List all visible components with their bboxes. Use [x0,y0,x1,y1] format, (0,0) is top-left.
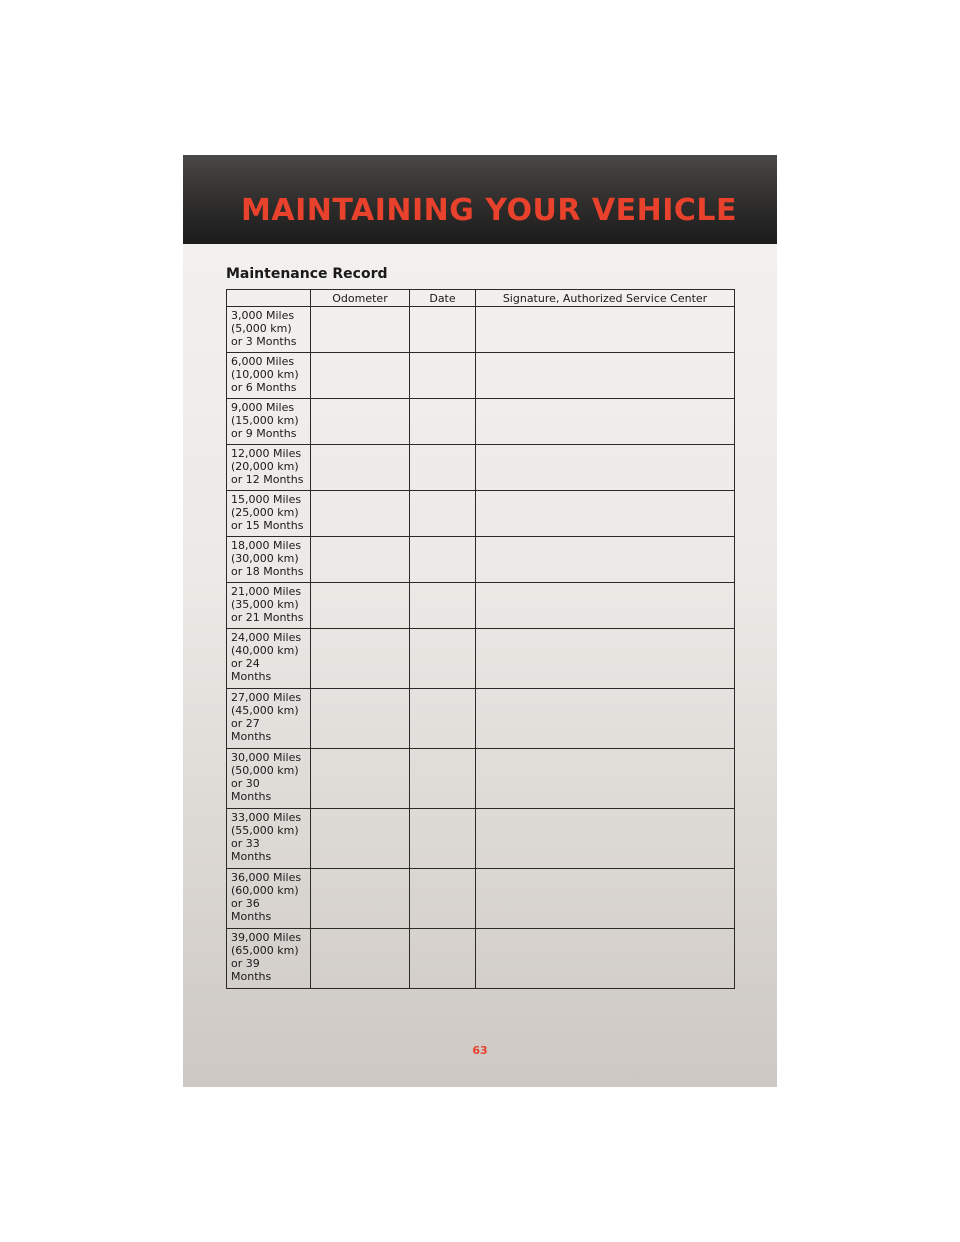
odometer-cell[interactable] [311,809,410,869]
interval-line: (25,000 km) [231,506,299,519]
section-title: Maintenance Record [226,266,388,282]
maintenance-record-body [227,307,735,989]
table-row [227,445,735,491]
interval-cell [227,353,311,399]
odometer-cell[interactable] [311,491,410,537]
date-cell[interactable] [410,537,476,583]
interval-line: Months [231,970,272,983]
signature-cell[interactable] [476,491,735,537]
interval-cell [227,929,311,989]
interval-line: or 33 [231,837,260,850]
interval-cell [227,491,311,537]
interval-line: or 9 Months [231,427,297,440]
date-cell[interactable] [410,869,476,929]
table-row [227,629,735,689]
date-cell[interactable] [410,929,476,989]
signature-cell[interactable] [476,809,735,869]
interval-line: (10,000 km) [231,368,299,381]
odometer-cell[interactable] [311,445,410,491]
maintenance-record-table [226,289,735,989]
table-row [227,537,735,583]
page-number: 63 [472,1044,488,1057]
interval-line: 12,000 Miles [231,447,302,460]
interval-line: (60,000 km) [231,884,299,897]
interval-line: 24,000 Miles [231,631,302,644]
interval-line: Months [231,730,272,743]
interval-cell [227,307,311,353]
interval-line: Months [231,790,272,803]
interval-line: 33,000 Miles [231,811,302,824]
interval-line: (55,000 km) [231,824,299,837]
interval-line: (35,000 km) [231,598,299,611]
date-cell[interactable] [410,491,476,537]
chapter-title: MAINTAINING YOUR VEHICLE [241,193,737,228]
table-row [227,353,735,399]
table-header-row [227,290,735,307]
interval-line: 27,000 Miles [231,691,302,704]
interval-line: 15,000 Miles [231,493,302,506]
interval-line: 21,000 Miles [231,585,302,598]
signature-cell[interactable] [476,583,735,629]
odometer-cell[interactable] [311,749,410,809]
interval-line: or 30 [231,777,260,790]
signature-cell[interactable] [476,537,735,583]
odometer-cell[interactable] [311,583,410,629]
interval-line: Months [231,850,272,863]
table-row [227,583,735,629]
manual-page [183,155,777,1087]
table-row [227,929,735,989]
signature-cell[interactable] [476,929,735,989]
signature-cell[interactable] [476,689,735,749]
table-row [227,809,735,869]
interval-line: 6,000 Miles [231,355,295,368]
table-row [227,399,735,445]
interval-line: 18,000 Miles [231,539,302,552]
interval-line: or 24 [231,657,260,670]
interval-line: 39,000 Miles [231,931,302,944]
interval-line: 36,000 Miles [231,871,302,884]
odometer-cell[interactable] [311,307,410,353]
interval-cell [227,809,311,869]
interval-line: or 6 Months [231,381,297,394]
interval-line: or 18 Months [231,565,304,578]
column-header-date: Date [410,290,476,307]
odometer-cell[interactable] [311,629,410,689]
table-row [227,307,735,353]
interval-cell [227,689,311,749]
interval-line: (40,000 km) [231,644,299,657]
chapter-header-banner [183,155,777,244]
interval-line: (65,000 km) [231,944,299,957]
date-cell[interactable] [410,629,476,689]
date-cell[interactable] [410,689,476,749]
odometer-cell[interactable] [311,929,410,989]
interval-line: 9,000 Miles [231,401,295,414]
column-header-signature: Signature, Authorized Service Center [476,290,735,307]
table-row [227,491,735,537]
interval-line: or 21 Months [231,611,304,624]
signature-cell[interactable] [476,629,735,689]
table-row [227,749,735,809]
odometer-cell[interactable] [311,353,410,399]
interval-line: (20,000 km) [231,460,299,473]
interval-line: (30,000 km) [231,552,299,565]
interval-line: (45,000 km) [231,704,299,717]
date-cell[interactable] [410,399,476,445]
interval-cell [227,445,311,491]
interval-cell [227,749,311,809]
interval-line: 3,000 Miles [231,309,295,322]
interval-line: or 3 Months [231,335,297,348]
table-row [227,869,735,929]
signature-cell[interactable] [476,353,735,399]
interval-cell [227,583,311,629]
date-cell[interactable] [410,353,476,399]
odometer-cell[interactable] [311,537,410,583]
interval-line: 30,000 Miles [231,751,302,764]
interval-cell [227,629,311,689]
date-cell[interactable] [410,445,476,491]
interval-line: (5,000 km) [231,322,292,335]
signature-cell[interactable] [476,399,735,445]
interval-line: or 39 [231,957,260,970]
odometer-cell[interactable] [311,869,410,929]
interval-line: or 12 Months [231,473,304,486]
interval-cell [227,537,311,583]
odometer-cell[interactable] [311,399,410,445]
interval-line: or 27 [231,717,260,730]
interval-cell [227,399,311,445]
date-cell[interactable] [410,749,476,809]
signature-cell[interactable] [476,445,735,491]
interval-line: or 36 [231,897,260,910]
date-cell[interactable] [410,583,476,629]
table-row [227,689,735,749]
interval-line: or 15 Months [231,519,304,532]
column-header-interval [227,290,311,307]
interval-cell [227,869,311,929]
date-cell[interactable] [410,307,476,353]
signature-cell[interactable] [476,307,735,353]
interval-line: Months [231,910,272,923]
interval-line: (50,000 km) [231,764,299,777]
interval-line: (15,000 km) [231,414,299,427]
date-cell[interactable] [410,809,476,869]
signature-cell[interactable] [476,749,735,809]
column-header-odometer: Odometer [311,290,410,307]
odometer-cell[interactable] [311,689,410,749]
interval-line: Months [231,670,272,683]
signature-cell[interactable] [476,869,735,929]
